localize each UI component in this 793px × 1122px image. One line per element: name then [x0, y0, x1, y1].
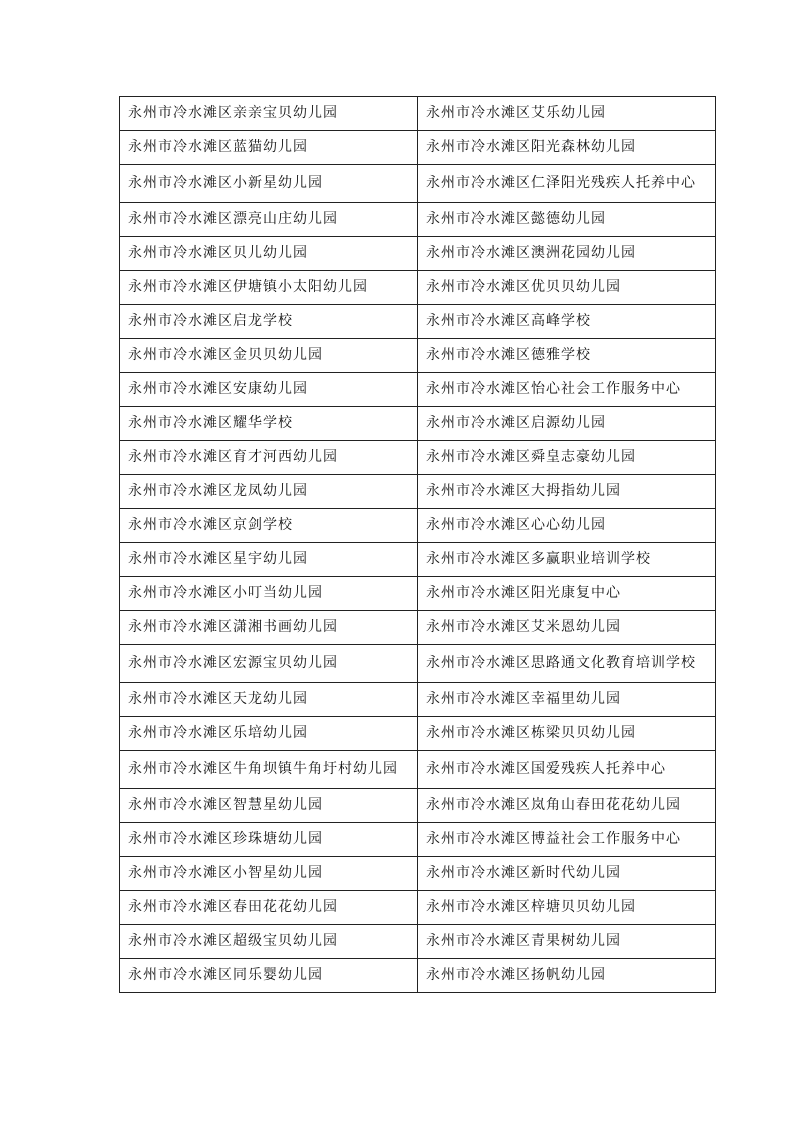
table-row — [120, 717, 716, 751]
table-cell-left: 永州市冷水滩区星宇幼儿园 — [120, 543, 418, 577]
table-cell-left: 永州市冷水滩区贝儿幼儿园 — [120, 237, 418, 271]
table-cell-right: 永州市冷水滩区怡心社会工作服务中心 — [418, 373, 716, 407]
table-cell-left: 永州市冷水滩区小新星幼儿园 — [120, 165, 418, 203]
table-row — [120, 237, 716, 271]
table-cell-left: 永州市冷水滩区智慧星幼儿园 — [120, 789, 418, 823]
table-row — [120, 475, 716, 509]
organization-table-body — [120, 97, 716, 993]
table-row — [120, 751, 716, 789]
table-cell-left: 永州市冷水滩区宏源宝贝幼儿园 — [120, 645, 418, 683]
table-cell-left: 永州市冷水滩区耀华学校 — [120, 407, 418, 441]
table-cell-right: 永州市冷水滩区多赢职业培训学校 — [418, 543, 716, 577]
table-row — [120, 165, 716, 203]
table-cell-right: 永州市冷水滩区幸福里幼儿园 — [418, 683, 716, 717]
organization-table — [119, 96, 716, 993]
table-cell-right: 永州市冷水滩区心心幼儿园 — [418, 509, 716, 543]
table-cell-left: 永州市冷水滩区金贝贝幼儿园 — [120, 339, 418, 373]
table-row — [120, 959, 716, 993]
table-cell-right: 永州市冷水滩区青果树幼儿园 — [418, 925, 716, 959]
table-cell-left: 永州市冷水滩区蓝猫幼儿园 — [120, 131, 418, 165]
table-cell-left: 永州市冷水滩区育才河西幼儿园 — [120, 441, 418, 475]
table-cell-right: 永州市冷水滩区仁泽阳光残疾人托养中心 — [418, 165, 716, 203]
table-cell-right: 永州市冷水滩区梓塘贝贝幼儿园 — [418, 891, 716, 925]
table-row — [120, 373, 716, 407]
table-cell-left: 永州市冷水滩区京剑学校 — [120, 509, 418, 543]
table-cell-right: 永州市冷水滩区澳洲花园幼儿园 — [418, 237, 716, 271]
table-row — [120, 203, 716, 237]
table-cell-left: 永州市冷水滩区春田花花幼儿园 — [120, 891, 418, 925]
table-row — [120, 683, 716, 717]
table-cell-right: 永州市冷水滩区岚角山春田花花幼儿园 — [418, 789, 716, 823]
table-row — [120, 339, 716, 373]
table-cell-left: 永州市冷水滩区启龙学校 — [120, 305, 418, 339]
table-cell-left: 永州市冷水滩区乐培幼儿园 — [120, 717, 418, 751]
table-cell-left: 永州市冷水滩区伊塘镇小太阳幼儿园 — [120, 271, 418, 305]
table-cell-left: 永州市冷水滩区亲亲宝贝幼儿园 — [120, 97, 418, 131]
table-cell-right: 永州市冷水滩区舜皇志豪幼儿园 — [418, 441, 716, 475]
table-row — [120, 823, 716, 857]
table-cell-right: 永州市冷水滩区艾米恩幼儿园 — [418, 611, 716, 645]
table-cell-right: 永州市冷水滩区阳光康复中心 — [418, 577, 716, 611]
table-row — [120, 305, 716, 339]
table-cell-right: 永州市冷水滩区艾乐幼儿园 — [418, 97, 716, 131]
table-row — [120, 645, 716, 683]
table-row — [120, 891, 716, 925]
table-cell-right: 永州市冷水滩区栋梁贝贝幼儿园 — [418, 717, 716, 751]
table-row — [120, 925, 716, 959]
table-cell-left: 永州市冷水滩区潇湘书画幼儿园 — [120, 611, 418, 645]
table-row — [120, 543, 716, 577]
table-cell-left: 永州市冷水滩区安康幼儿园 — [120, 373, 418, 407]
table-cell-left: 永州市冷水滩区龙凤幼儿园 — [120, 475, 418, 509]
table-cell-right: 永州市冷水滩区国爱残疾人托养中心 — [418, 751, 716, 789]
table-cell-left: 永州市冷水滩区天龙幼儿园 — [120, 683, 418, 717]
table-row — [120, 611, 716, 645]
table-cell-left: 永州市冷水滩区同乐婴幼儿园 — [120, 959, 418, 993]
table-cell-right: 永州市冷水滩区高峰学校 — [418, 305, 716, 339]
table-cell-right: 永州市冷水滩区德雅学校 — [418, 339, 716, 373]
table-row — [120, 407, 716, 441]
table-cell-left: 永州市冷水滩区漂亮山庄幼儿园 — [120, 203, 418, 237]
table-row — [120, 857, 716, 891]
table-cell-left: 永州市冷水滩区牛角坝镇牛角圩村幼儿园 — [120, 751, 418, 789]
table-cell-right: 永州市冷水滩区思路通文化教育培训学校 — [418, 645, 716, 683]
table-cell-right: 永州市冷水滩区大拇指幼儿园 — [418, 475, 716, 509]
table-row — [120, 577, 716, 611]
table-cell-right: 永州市冷水滩区扬帆幼儿园 — [418, 959, 716, 993]
table-cell-right: 永州市冷水滩区新时代幼儿园 — [418, 857, 716, 891]
table-cell-right: 永州市冷水滩区启源幼儿园 — [418, 407, 716, 441]
table-row — [120, 97, 716, 131]
table-row — [120, 789, 716, 823]
table-cell-left: 永州市冷水滩区小智星幼儿园 — [120, 857, 418, 891]
table-cell-left: 永州市冷水滩区小叮当幼儿园 — [120, 577, 418, 611]
table-cell-right: 永州市冷水滩区优贝贝幼儿园 — [418, 271, 716, 305]
table-cell-right: 永州市冷水滩区懿德幼儿园 — [418, 203, 716, 237]
table-row — [120, 441, 716, 475]
table-cell-right: 永州市冷水滩区阳光森林幼儿园 — [418, 131, 716, 165]
table-cell-left: 永州市冷水滩区珍珠塘幼儿园 — [120, 823, 418, 857]
table-cell-right: 永州市冷水滩区博益社会工作服务中心 — [418, 823, 716, 857]
table-row — [120, 271, 716, 305]
table-row — [120, 509, 716, 543]
table-row — [120, 131, 716, 165]
table-cell-left: 永州市冷水滩区超级宝贝幼儿园 — [120, 925, 418, 959]
